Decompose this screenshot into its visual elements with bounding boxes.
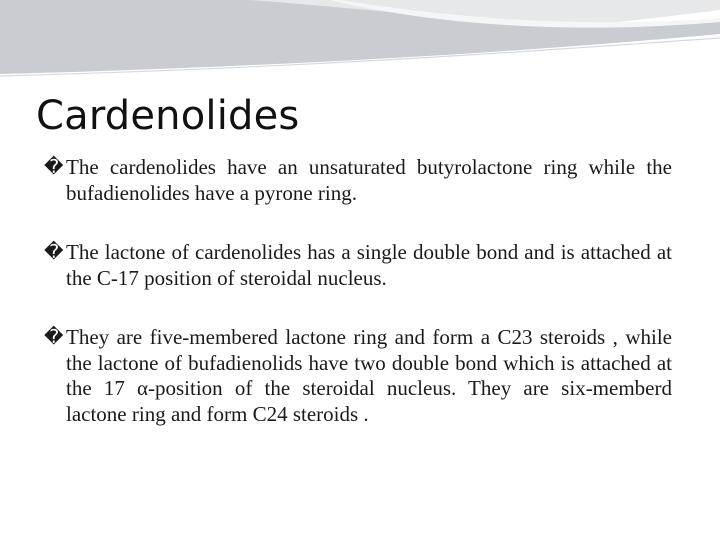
bullet-list [44,155,672,461]
bullet-text: The lactone of cardenolides has a single double bond and is attached at the C-17 position of steroidal nucleus. [66,240,672,290]
bullet-item [44,240,672,291]
bullet-glyph-icon: � [44,326,64,348]
bullet-glyph-icon: � [44,241,64,263]
header-swoosh-decoration [0,0,720,90]
bullet-item [44,155,672,206]
bullet-text: They are five-membered lactone ring and form a C23 steroids , while the lactone of bufadienolids have two double bond which is attached at the 17 α-position of the steroidal nucleus. They are six-memberd lactone ring and form C24 steroids . [66,325,672,426]
bullet-glyph-icon: � [44,156,64,178]
bullet-item [44,325,672,427]
bullet-text: The cardenolides have an unsaturated butyrolactone ring while the bufadienolides have a pyrone ring. [66,155,672,205]
slide-title: Cardenolides [36,93,300,139]
